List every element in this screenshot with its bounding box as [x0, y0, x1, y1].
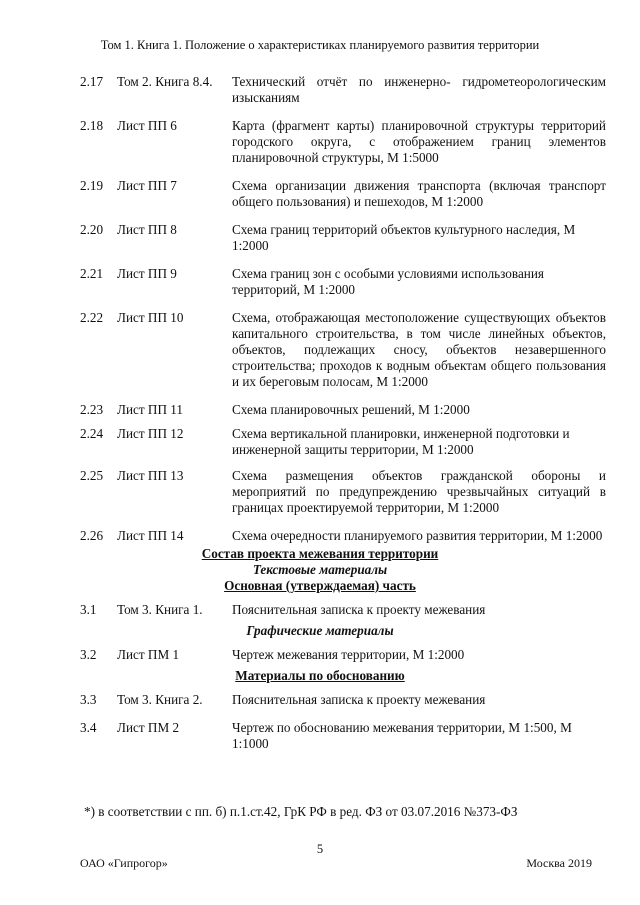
row-description: Схема организации движения транспорта (включая транспорт общего пользования) и пешеходов, М 1:2000 — [232, 178, 606, 209]
row-description: Схема очередности планируемого развития территории, М 1:2000 — [232, 528, 603, 543]
list-row-2-22 — [0, 310, 640, 390]
row-reference: Лист ПП 10 — [117, 310, 184, 325]
running-header: Том 1. Книга 1. Положение о характеристиках планируемого развития территории — [100, 38, 540, 52]
list-row-3-1 — [0, 602, 640, 618]
list-row-2-18 — [0, 118, 640, 166]
row-description: Карта (фрагмент карты) планировочной структуры территорий городского округа, с отображением границ элементов планировочной структуры, М 1:5000 — [232, 118, 606, 165]
row-number: 2.23 — [80, 402, 104, 417]
row-description: Схема размещения объектов гражданской обороны и мероприятий по предупреждению чрезвычайных ситуаций в границах проектируемой территории, М 1:2000 — [232, 468, 606, 515]
row-reference: Лист ПП 7 — [117, 178, 177, 193]
row-number: 2.17 — [80, 74, 104, 89]
footnote: *) в соответствии с пп. б) п.1.ст.42, ГрК РФ в ред. ФЗ от 03.07.2016 №373-ФЗ — [84, 804, 518, 819]
row-reference: Том 3. Книга 2. — [117, 692, 203, 707]
list-row-2-26 — [0, 528, 640, 544]
list-row-2-23 — [0, 402, 640, 418]
row-reference: Лист ПМ 2 — [117, 720, 180, 735]
row-description: Пояснительная записка к проекту межевания — [232, 602, 486, 617]
row-number: 2.20 — [80, 222, 104, 237]
row-description: Схема планировочных решений, М 1:2000 — [232, 402, 470, 417]
list-row-2-19 — [0, 178, 640, 210]
section-title: Состав проекта межевания территории — [201, 546, 439, 561]
document-list — [0, 74, 640, 752]
list-row-3-2 — [0, 647, 640, 663]
list-row-3-3 — [0, 692, 640, 708]
footer-city-year: Москва 2019 — [526, 856, 592, 870]
subsection-justification: Материалы по обоснованию — [235, 668, 405, 683]
row-number: 2.24 — [80, 426, 104, 441]
row-description: Схема, отображающая местоположение существующих объектов капитального строительства, в том числе линейных объектов, объектов, подлежащих сносу, объектов незавершенного строительства; проходов к водным объектам общего пользования и их береговым полосам, М 1:2000 — [232, 310, 606, 389]
row-number: 3.4 — [80, 720, 97, 735]
row-number: 3.2 — [80, 647, 97, 662]
page-number: 5 — [316, 842, 324, 856]
row-reference: Лист ПМ 1 — [117, 647, 180, 662]
list-row-2-21 — [0, 266, 640, 298]
row-number: 2.25 — [80, 468, 104, 483]
subsection-text-materials: Текстовые материалы — [252, 562, 388, 577]
row-description: Технический отчёт по инженерно- гидрометеорологическим изысканиям — [232, 74, 606, 105]
list-row-2-24 — [0, 426, 640, 458]
list-row-2-20 — [0, 222, 640, 254]
row-reference: Том 2. Книга 8.4. — [117, 74, 213, 89]
subsection-graphic-materials: Графические материалы — [246, 623, 394, 638]
row-reference: Лист ПП 13 — [117, 468, 184, 483]
row-number: 2.18 — [80, 118, 104, 133]
row-reference: Том 3. Книга 1. — [117, 602, 203, 617]
row-reference: Лист ПП 9 — [117, 266, 177, 281]
row-description: Чертеж по обоснованию межевания территории, М 1:500, М 1:1000 — [232, 720, 572, 751]
row-description: Чертеж межевания территории, М 1:2000 — [232, 647, 465, 662]
row-number: 2.22 — [80, 310, 104, 325]
row-reference: Лист ПП 12 — [117, 426, 184, 441]
row-number: 2.21 — [80, 266, 104, 281]
row-reference: Лист ПП 11 — [117, 402, 183, 417]
row-description: Схема границ зон с особыми условиями использования территорий, М 1:2000 — [232, 266, 544, 297]
row-description: Схема границ территорий объектов культурного наследия, М 1:2000 — [232, 222, 576, 253]
footer-organization: ОАО «Гипрогор» — [80, 856, 168, 870]
row-description: Схема вертикальной планировки, инженерной подготовки и инженерной защиты территории, М 1:2000 — [232, 426, 570, 457]
list-row-2-25 — [0, 468, 640, 516]
row-reference: Лист ПП 14 — [117, 528, 184, 543]
row-reference: Лист ПП 8 — [117, 222, 177, 237]
list-row-2-17 — [0, 74, 640, 106]
row-description: Пояснительная записка к проекту межевания — [232, 692, 486, 707]
row-number: 3.1 — [80, 602, 97, 617]
subsection-main-part: Основная (утверждаемая) часть — [224, 578, 416, 593]
list-row-3-4 — [0, 720, 640, 752]
row-number: 2.19 — [80, 178, 104, 193]
row-number: 2.26 — [80, 528, 104, 543]
row-number: 3.3 — [80, 692, 97, 707]
row-reference: Лист ПП 6 — [117, 118, 177, 133]
